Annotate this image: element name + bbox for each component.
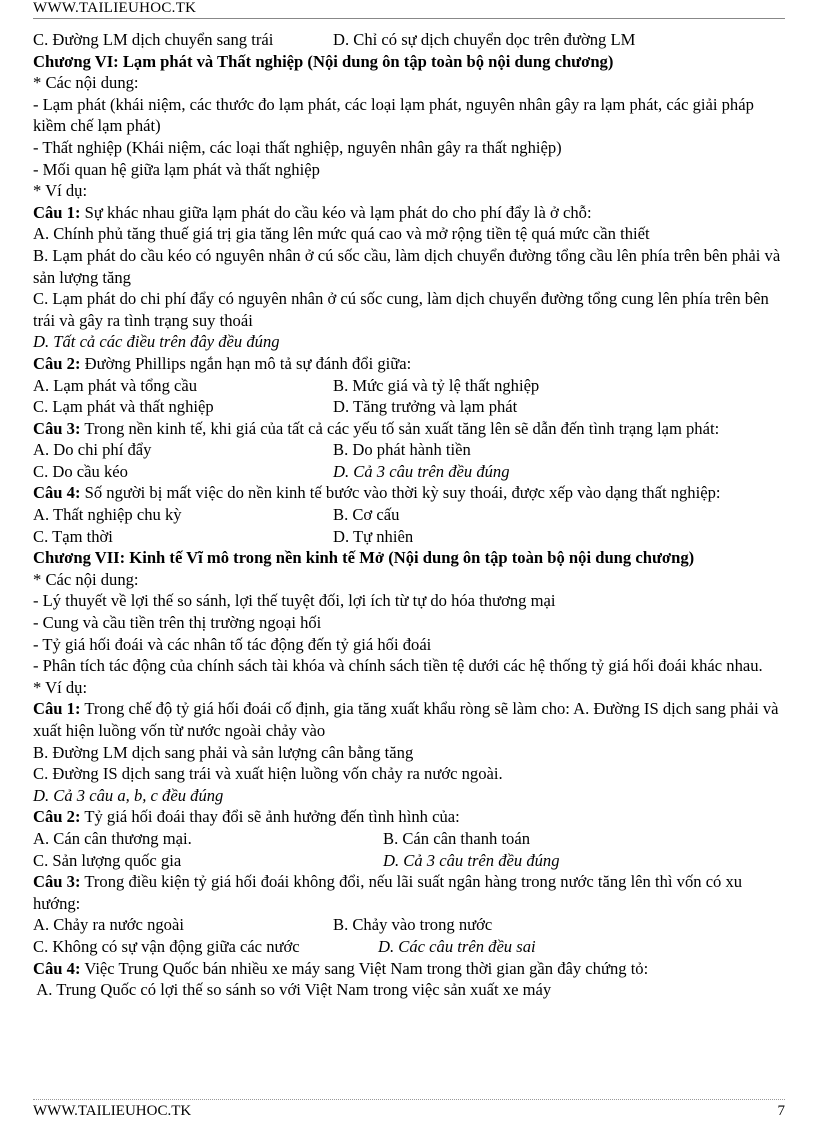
content-item: - Lý thuyết về lợi thế so sánh, lợi thế tuyệt đối, lợi ích từ tự do hóa thương mại — [33, 591, 556, 611]
option-c: C. Đường LM dịch chuyển sang trái — [33, 30, 274, 49]
question-label: Câu 3: — [33, 872, 81, 892]
question-3 — [33, 418, 785, 440]
question-label: Câu 4: — [33, 958, 81, 978]
content-item: - Thất nghiệp (Khái niệm, các loại thất nghiệp, nguyên nhân gây ra thất nghiệp) — [33, 137, 562, 157]
answer-d: D. Cả 3 câu trên đều đúng — [383, 850, 560, 870]
answer-b: B. Mức giá và tỷ lệ thất nghiệp — [333, 375, 540, 395]
answer-row — [33, 396, 785, 418]
answer-a: A. Lạm phát và tổng cầu — [33, 375, 198, 395]
answer-row — [33, 936, 785, 958]
answer-c: C. Đường IS dịch sang trái và xuất hiện luồng vốn chảy ra nước ngoài. — [33, 764, 503, 784]
question-label: Câu 1: — [33, 202, 81, 222]
answer-b: B. Do phát hành tiền — [333, 440, 471, 460]
page-header: WWW.TAILIEUHOC.TK — [33, 0, 197, 16]
question-text: Tỷ giá hối đoái thay đổi sẽ ảnh hưởng đến tình hình của: — [80, 807, 460, 827]
question-label: Câu 3: — [33, 418, 81, 438]
answer-a: A. Trung Quốc có lợi thế so sánh so với Việt Nam trong việc sản xuất xe máy — [33, 980, 552, 1000]
chapter-6-title: Chương VI: Lạm phát và Thất nghiệp (Nội dung ôn tập toàn bộ nội dung chương) — [33, 51, 614, 71]
question-text: Đường Phillips ngắn hạn mô tả sự đánh đổi giữa: — [80, 353, 412, 373]
contents-label: * Các nội dung: — [33, 569, 139, 589]
question-text: Việc Trung Quốc bán nhiều xe máy sang Việt Nam trong thời gian gần đây chứng tỏ: — [80, 958, 649, 978]
option-d: D. Chỉ có sự dịch chuyển dọc trên đường LM — [333, 30, 636, 49]
header-divider — [33, 18, 785, 19]
question-label: Câu 2: — [33, 807, 81, 827]
content-item: - Cung và cầu tiền trên thị trường ngoại hối — [33, 613, 322, 633]
answer-b: B. Đường LM dịch sang phải và sản lượng cân bằng tăng — [33, 742, 414, 762]
answer-row — [33, 526, 785, 548]
question-label: Câu 2: — [33, 353, 81, 373]
chapter-7-title: Chương VII: Kinh tế Vĩ mô trong nền kinh tế Mở (Nội dung ôn tập toàn bộ nội dung chương) — [33, 548, 695, 568]
content-item: - Lạm phát (khái niệm, các thước đo lạm phát, các loại lạm phát, nguyên nhân gây ra lạm phát, các giải pháp kiềm chế lạm phát) — [33, 94, 754, 136]
answer-d: D. Tất cả các điều trên đây đều đúng — [33, 332, 280, 352]
answer-d: D. Tăng trưởng và lạm phát — [333, 397, 518, 417]
answer-row — [33, 461, 785, 483]
example-label: * Ví dụ: — [33, 181, 88, 201]
answer-d: D. Tự nhiên — [333, 526, 414, 546]
question-2 — [33, 353, 785, 375]
answer-a: A. Thất nghiệp chu kỳ — [33, 505, 182, 525]
answer-c: C. Tạm thời — [33, 526, 113, 546]
question-3 — [33, 871, 785, 914]
answer-c: C. Không có sự vận động giữa các nước — [33, 936, 300, 956]
answer-a: A. Chảy ra nước ngoài — [33, 915, 184, 935]
answer-row — [33, 828, 785, 850]
option-row — [33, 29, 785, 51]
answer-d: D. Các câu trên đều sai — [378, 936, 536, 956]
answer-row — [33, 850, 785, 872]
answer-c: C. Do cầu kéo — [33, 461, 128, 481]
answer-b: B. Cơ cấu — [333, 505, 400, 525]
content-item: - Phân tích tác động của chính sách tài khóa và chính sách tiền tệ dưới các hệ thống tỷ giá hối đoái khác nhau. — [33, 656, 763, 676]
answer-a: A. Cán cân thương mại. — [33, 828, 192, 848]
content-item: - Tỷ giá hối đoái và các nhân tố tác động đến tỷ giá hối đoái — [33, 634, 432, 654]
answer-row — [33, 504, 785, 526]
answer-a: A. Do chi phí đẩy — [33, 440, 152, 460]
question-text: Trong điều kiện tỷ giá hối đoái không đổi, nếu lãi suất ngân hàng trong nước tăng lên thì vốn có xu hướng: — [33, 872, 743, 913]
question-text: Số người bị mất việc do nền kinh tế bước vào thời kỳ suy thoái, được xếp vào dạng thất nghiệp: — [80, 483, 721, 503]
example-label: * Ví dụ: — [33, 677, 88, 697]
answer-row — [33, 914, 785, 936]
footer-divider — [33, 1099, 785, 1100]
answer-d: D. Cả 3 câu trên đều đúng — [333, 461, 510, 481]
content-item: - Mối quan hệ giữa lạm phát và thất nghiệp — [33, 159, 320, 179]
question-4 — [33, 958, 785, 980]
question-2 — [33, 806, 785, 828]
answer-d: D. Cả 3 câu a, b, c đều đúng — [33, 785, 224, 805]
answer-c: C. Sản lượng quốc gia — [33, 850, 182, 870]
answer-a: A. Chính phủ tăng thuế giá trị gia tăng lên mức quá cao và mở rộng tiền tệ quá mức cần thiết — [33, 224, 650, 244]
answer-c: C. Lạm phát do chi phí đẩy có nguyên nhân ở cú sốc cung, làm dịch chuyển đường tổng cung lên phía trên bên trái và gây ra tình trạng suy thoái — [33, 289, 769, 330]
contents-label: * Các nội dung: — [33, 73, 139, 93]
question-text: Sự khác nhau giữa lạm phát do cầu kéo và lạm phát do cho phí đẩy là ở chỗ: — [80, 202, 592, 222]
footer-site: WWW.TAILIEUHOC.TK — [33, 1103, 192, 1119]
answer-row — [33, 439, 785, 461]
answer-row — [33, 375, 785, 397]
answer-b: B. Lạm phát do cầu kéo có nguyên nhân ở cú sốc cầu, làm dịch chuyển đường tổng cầu lên phía trên bên phải và sản lượng tăng — [33, 245, 781, 287]
question-label: Câu 4: — [33, 483, 81, 503]
question-label: Câu 1: — [33, 699, 81, 719]
question-1 — [33, 698, 785, 741]
question-text: Trong nền kinh tế, khi giá của tất cả các yếu tố sản xuất tăng lên sẽ dẫn đến tình trạng lạm phát: — [80, 418, 720, 438]
page-footer — [33, 1103, 785, 1120]
answer-b: B. Chảy vào trong nước — [333, 915, 493, 935]
page-number: 7 — [777, 1103, 785, 1119]
question-1 — [33, 202, 785, 224]
question-text: Trong chế độ tỷ giá hối đoái cố định, gia tăng xuất khẩu ròng sẽ làm cho: A. Đường IS dịch sang phải và xuất hiện luồng vốn từ nước ngoài chảy vào — [33, 699, 779, 740]
document-body — [33, 29, 785, 1001]
answer-b: B. Cán cân thanh toán — [383, 828, 531, 848]
question-4 — [33, 482, 785, 504]
answer-c: C. Lạm phát và thất nghiệp — [33, 397, 214, 417]
